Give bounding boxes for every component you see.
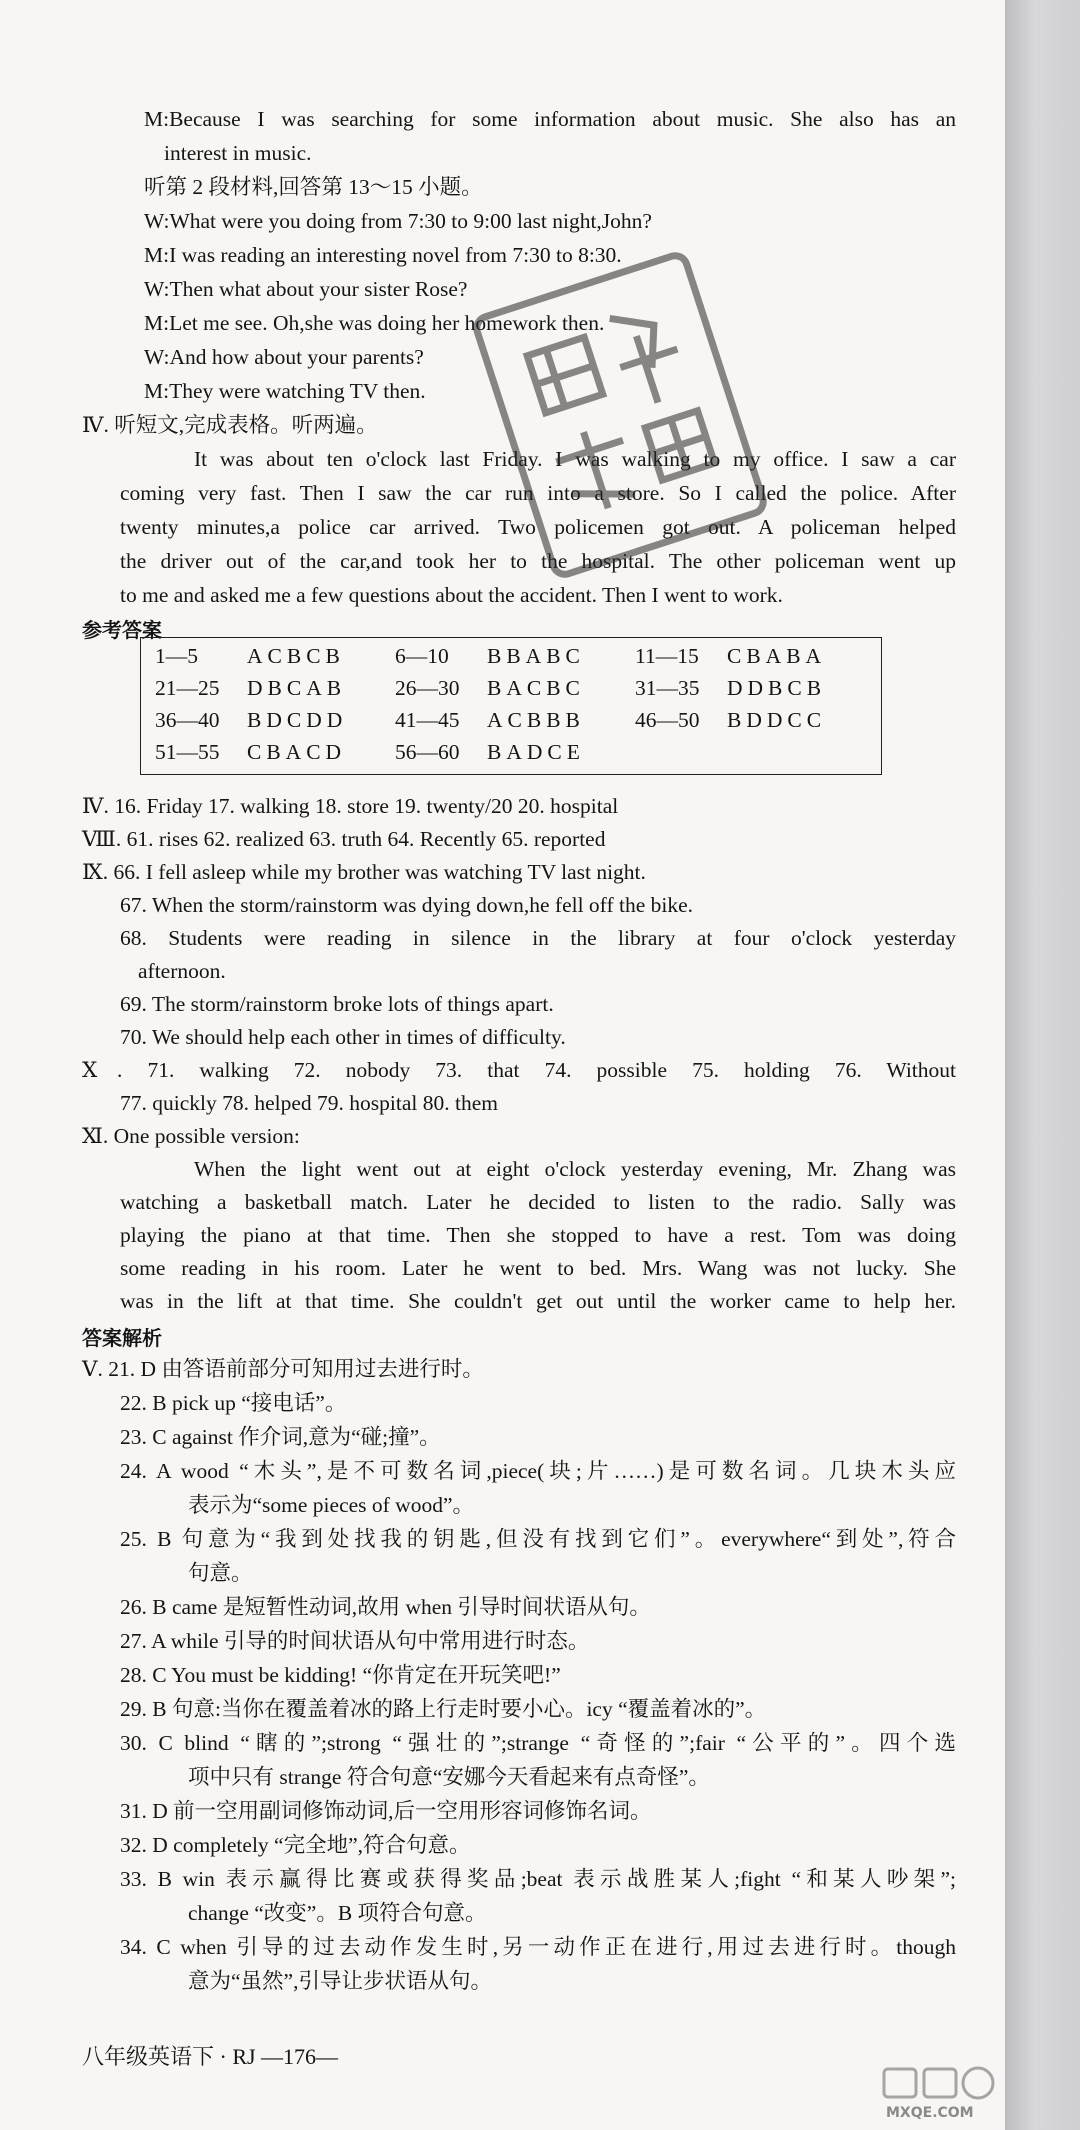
answer-range: 41—45: [395, 708, 460, 732]
analysis-line: 32. D completely “完全地”,符合句意。: [120, 1833, 471, 1857]
analysis-line: 24. A wood “木头”,是不可数名词,piece(块;片……)是可数名词。几块木头应: [120, 1459, 956, 1483]
answer-range: 56—60: [395, 740, 460, 764]
answer-letters: DBCAB: [247, 676, 347, 700]
answer-line: 77. quickly 78. helped 79. hospital 80. them: [120, 1091, 498, 1115]
answer-letters: CBACD: [247, 740, 347, 764]
answer-range: 21—25: [155, 676, 220, 700]
analysis-line: 句意。: [188, 1561, 253, 1585]
answer-table: [140, 637, 882, 775]
analysis-line: 34. C when 引导的过去动作发生时,另一动作正在进行,用过去进行时。though: [120, 1935, 956, 1959]
answer-range: 51—55: [155, 740, 220, 764]
answer-line: Ⅺ. One possible version:: [82, 1124, 300, 1148]
analysis-line: 25. B 句意为“我到处找我的钥匙,但没有找到它们”。everywhere“到处”,符合: [120, 1527, 956, 1551]
analysis-line: 23. C against 作介词,意为“碰;撞”。: [120, 1425, 441, 1449]
script-line: M:Because I was searching for some information about music. She also has an: [144, 107, 956, 131]
answer-line: some reading in his room. Later he went to bed. Mrs. Wang was not lucky. She: [120, 1256, 956, 1280]
answer-letters: DDBCB: [727, 676, 827, 700]
answer-letters: ACBCB: [247, 644, 345, 668]
analysis-line: 31. D 前一空用副词修饰动词,后一空用形容词修饰名词。: [120, 1799, 652, 1823]
script-line: It was about ten o'clock last Friday. I was walking to my office. I saw a car: [194, 447, 956, 471]
answer-line: watching a basketball match. Later he decided to listen to the radio. Sally was: [120, 1190, 956, 1214]
answer-heading: 参考答案: [82, 618, 162, 642]
script-line: W:And how about your parents?: [144, 345, 424, 369]
analysis-line: 33. B win 表示赢得比赛或获得奖品;beat 表示战胜某人;fight “和某人吵架”;: [120, 1867, 956, 1891]
script-line: M:Let me see. Oh,she was doing her homework then.: [144, 311, 605, 335]
answer-line: afternoon.: [138, 959, 226, 983]
answer-line: 68. Students were reading in silence in the library at four o'clock yesterday: [120, 926, 956, 950]
script-line: M:I was reading an interesting novel from 7:30 to 8:30.: [144, 243, 622, 267]
analysis-line: 30. C blind “瞎的”;strong “强壮的”;strange “奇怪的”;fair “公平的”。四个选: [120, 1731, 956, 1755]
answer-letters: ACBBB: [487, 708, 585, 732]
answer-range: 6—10: [395, 644, 449, 668]
answer-range: 1—5: [155, 644, 198, 668]
answer-letters: BDDCC: [727, 708, 827, 732]
script-line: to me and asked me a few questions about the accident. Then I went to work.: [120, 583, 783, 607]
answer-line: 69. The storm/rainstorm broke lots of things apart.: [120, 992, 554, 1016]
analysis-line: 28. C You must be kidding! “你肯定在开玩笑吧!”: [120, 1663, 561, 1687]
script-line: W:What were you doing from 7:30 to 9:00 last night,John?: [144, 209, 652, 233]
watermark-logo-icon: [880, 2065, 1000, 2123]
analysis-line: 意为“虽然”,引导让步状语从句。: [188, 1969, 492, 1993]
script-line: the driver out of the car,and took her to the hospital. The other policeman went up: [120, 549, 956, 573]
answer-range: 26—30: [395, 676, 460, 700]
answer-range: 31—35: [635, 676, 700, 700]
answer-line: 67. When the storm/rainstorm was dying down,he fell off the bike.: [120, 893, 694, 917]
watermark-text: MXQE.COM: [886, 2105, 974, 2121]
answer-line: Ⅹ. 71. walking 72. nobody 73. that 74. possible 75. holding 76. Without: [82, 1058, 956, 1082]
answer-range: 36—40: [155, 708, 220, 732]
scan-edge-strip: [1005, 0, 1080, 2130]
script-line: M:They were watching TV then.: [144, 379, 426, 403]
answer-letters: BACBC: [487, 676, 585, 700]
answer-letters: CBABA: [727, 644, 827, 668]
answer-line: Ⅷ. 61. rises 62. realized 63. truth 64. Recently 65. reported: [82, 827, 606, 851]
script-line: coming very fast. Then I saw the car run into a store. So I called the police. After: [120, 481, 956, 505]
analysis-line: 27. A while 引导的时间状语从句中常用进行时态。: [120, 1629, 590, 1653]
script-line: interest in music.: [164, 141, 312, 165]
answer-line: Ⅸ. 66. I fell asleep while my brother was watching TV last night.: [82, 860, 646, 884]
script-line: Ⅳ. 听短文,完成表格。听两遍。: [82, 413, 378, 437]
analysis-heading: 答案解析: [82, 1326, 162, 1350]
script-line: 听第 2 段材料,回答第 13～15 小题。: [144, 175, 483, 199]
page-footer: 八年级英语下 · RJ —176—: [82, 2044, 339, 2069]
answer-line: Ⅳ. 16. Friday 17. walking 18. store 19. twenty/20 20. hospital: [82, 794, 619, 818]
analysis-line: 29. B 句意:当你在覆盖着冰的路上行走时要小心。icy “覆盖着冰的”。: [120, 1697, 767, 1721]
script-line: twenty minutes,a police car arrived. Two policemen got out. A policeman helped: [120, 515, 956, 539]
answer-line: When the light went out at eight o'clock yesterday evening, Mr. Zhang was: [194, 1157, 956, 1181]
analysis-line: 表示为“some pieces of wood”。: [188, 1493, 474, 1517]
analysis-line: 项中只有 strange 符合句意“安娜今天看起来有点奇怪”。: [188, 1765, 710, 1789]
answer-letters: BDCDD: [247, 708, 348, 732]
answer-line: was in the lift at that time. She couldn't get out until the worker came to help her.: [120, 1289, 956, 1313]
answer-letters: BBABC: [487, 644, 585, 668]
analysis-line: 22. B pick up “接电话”。: [120, 1391, 347, 1415]
answer-letters: BADCE: [487, 740, 585, 764]
answer-line: playing the piano at that time. Then she stopped to have a rest. Tom was doing: [120, 1223, 956, 1247]
analysis-line: 26. B came 是短暂性动词,故用 when 引导时间状语从句。: [120, 1595, 651, 1619]
answer-range: 11—15: [635, 644, 699, 668]
analysis-line: change “改变”。B 项符合句意。: [188, 1901, 487, 1925]
answer-range: 46—50: [635, 708, 700, 732]
answer-line: 70. We should help each other in times of difficulty.: [120, 1025, 566, 1049]
script-line: W:Then what about your sister Rose?: [144, 277, 468, 301]
analysis-line: Ⅴ. 21. D 由答语前部分可知用过去进行时。: [82, 1357, 484, 1381]
